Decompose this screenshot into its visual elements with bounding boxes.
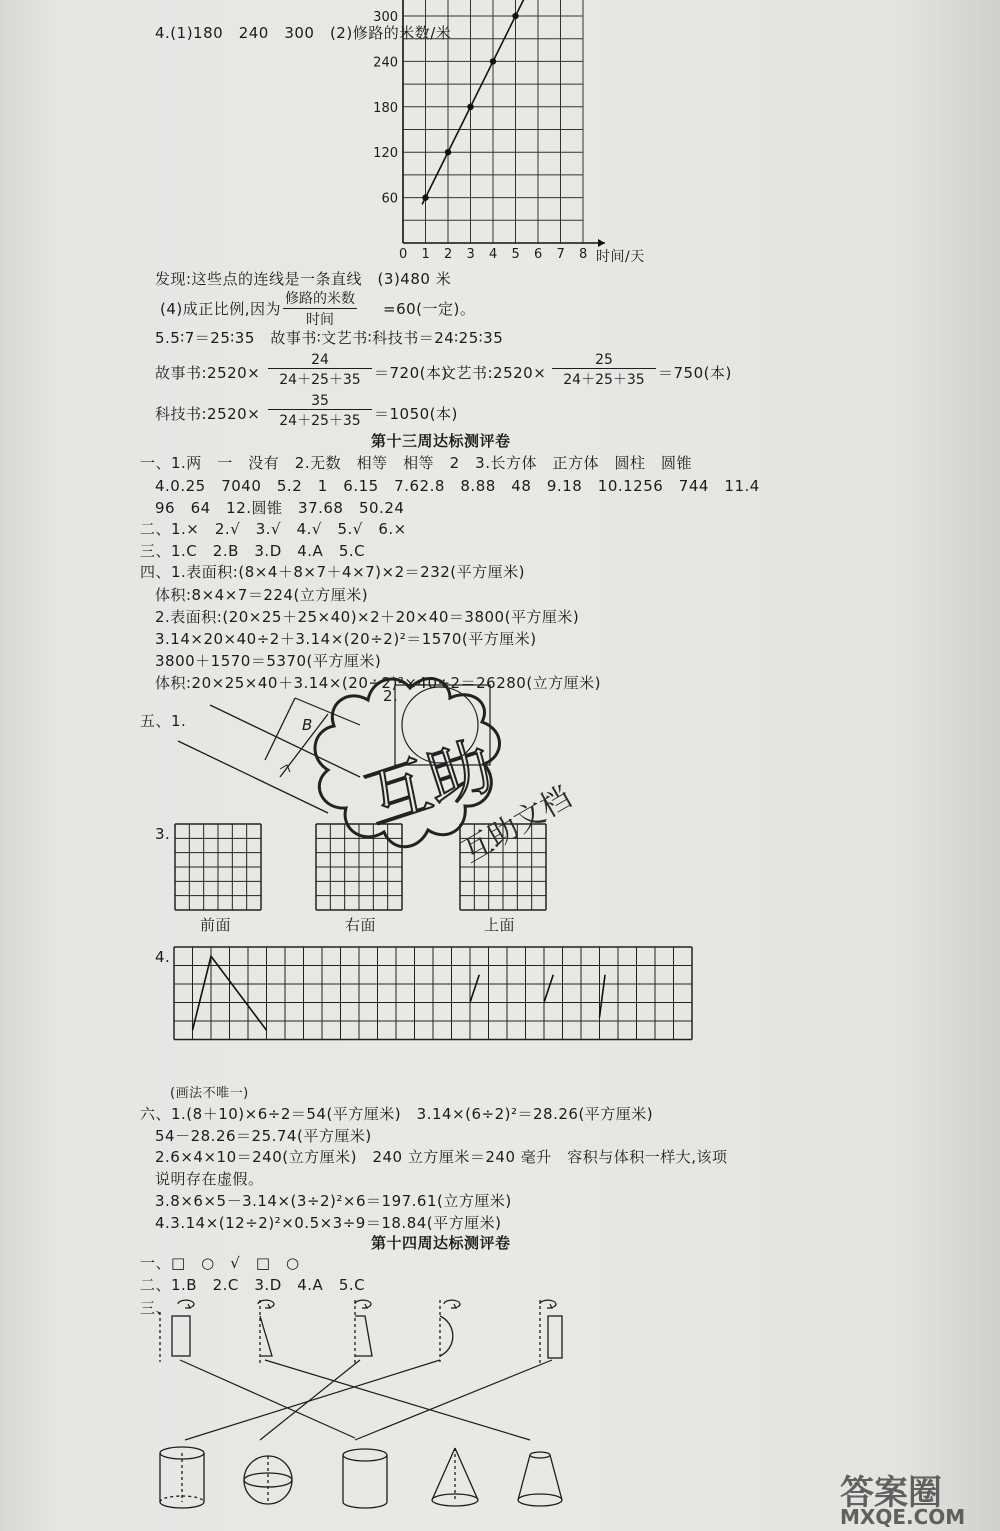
fraction-denominator: 24＋25＋35 <box>279 372 361 388</box>
drawing-grid <box>170 945 710 1045</box>
fraction-numerator: 修路的米数 <box>283 288 357 309</box>
q5-story-post: ＝720(本) <box>374 364 448 382</box>
w13-s4-line4: 3.14×20×40÷2＋3.14×(20÷2)²＝1570(平方厘米) <box>155 630 537 648</box>
w13-s1-line2: 4.0.25 7040 5.2 1 6.15 7.62.8 8.88 48 9.18 10.1256 744 11.4 <box>155 477 760 495</box>
week13-title: 第十三周达标测评卷 <box>371 432 511 450</box>
w13-s6-line2: 54－28.26＝25.74(平方厘米) <box>155 1127 372 1145</box>
q5-lit-post: ＝750(本) <box>658 364 732 382</box>
x-tick-label: 1 <box>421 247 430 262</box>
x-tick-label: 5 <box>511 247 520 262</box>
w13-s4-line6: 体积:20×25×40＋3.14×(20÷2)²×40÷2＝26280(立方厘米) <box>155 674 602 692</box>
w13-note: (画法不唯一) <box>170 1086 249 1101</box>
w13-s6-line1: 六、1.(8＋10)×6÷2＝54(平方厘米) 3.14×(6÷2)²＝28.26(平方厘米) <box>140 1105 654 1123</box>
w14-s3-label: 三、 <box>140 1299 172 1317</box>
y-tick-label: 60 <box>381 191 398 207</box>
x-tick-label: 7 <box>556 247 565 262</box>
chart-ticks <box>373 0 587 262</box>
w13-s6-line6: 4.3.14×(12÷2)²×0.5×3÷9＝18.84(平方厘米) <box>155 1214 502 1232</box>
fraction-denominator: 24＋25＋35 <box>563 372 645 388</box>
w13-s6-line4: 说明存在虚假。 <box>155 1170 264 1188</box>
q4-prop-pre: (4)成正比例,因为 <box>160 300 282 318</box>
q5-lit-pre: 文艺书:2520× <box>441 364 547 382</box>
y-tick-label: 120 <box>373 146 398 162</box>
matching-lines <box>180 1360 552 1440</box>
q4-prop-post: =60(一定)。 <box>383 300 476 318</box>
view-front-label: 前面 <box>200 916 232 934</box>
doc-watermark: 互助文档 <box>456 779 578 871</box>
w13-s2: 二、1.× 2.√ 3.√ 4.√ 5.√ 6.× <box>140 520 407 538</box>
q5-lit-fraction <box>552 352 656 389</box>
chart-axes <box>399 0 605 247</box>
q4-found: 发现:这些点的连线是一条直线 (3)480 米 <box>155 270 452 288</box>
segment-label-b: B <box>302 716 313 734</box>
chart-series <box>422 0 524 204</box>
road-chart <box>0 0 1000 260</box>
fraction-numerator: 35 <box>268 393 372 410</box>
y-tick-label: 180 <box>373 100 398 116</box>
x-tick-label: 2 <box>444 247 453 262</box>
front-view-grid <box>175 824 261 910</box>
data-point <box>445 149 451 155</box>
week14-title: 第十四周达标测评卷 <box>371 1234 511 1252</box>
w13-s1-line1: 一、1.两 一 没有 2.无数 相等 相等 2 3.长方体 正方体 圆柱 圆锥 <box>140 454 692 472</box>
w14-s2: 二、1.B 2.C 3.D 4.A 5.C <box>140 1276 366 1294</box>
stamp-text: 互助 <box>356 728 502 839</box>
w13-s4-line1: 四、1.表面积:(8×4＋8×7＋4×7)×2＝232(平方厘米) <box>140 563 525 581</box>
rotation-arrow-icons <box>178 1300 556 1308</box>
data-point <box>467 104 473 110</box>
w13-s3: 三、1.C 2.B 3.D 4.A 5.C <box>140 542 366 560</box>
drawn-segment <box>470 975 479 1003</box>
q5-story-fraction <box>268 352 372 389</box>
w13-s5-q4-label: 4. <box>155 948 171 966</box>
x-axis-label: 时间/天 <box>596 249 645 265</box>
fraction-numerator: 25 <box>552 352 656 369</box>
drawn-segment <box>600 975 606 1018</box>
q4-line1: 4.(1)180 240 300 (2)修路的米数/米 <box>155 24 452 42</box>
w14-s1: 一、□ ○ √ □ ○ <box>140 1254 300 1272</box>
fraction-numerator: 24 <box>268 352 372 369</box>
data-point <box>422 194 428 200</box>
w13-s1-line3: 96 64 12.圆锥 37.68 50.24 <box>155 499 405 517</box>
q4-prop-fraction <box>283 288 357 329</box>
fraction-denominator: 时间 <box>306 312 334 328</box>
view-right-label: 右面 <box>345 916 377 934</box>
w13-s5-q3-label: 3. <box>155 825 171 843</box>
x-tick-label: 3 <box>466 247 475 262</box>
x-tick-label: 6 <box>534 247 543 262</box>
rotation-matching-figure <box>140 1290 740 1525</box>
chart-grid <box>403 0 583 243</box>
q5-sci-post: ＝1050(本) <box>374 405 458 423</box>
view-top-label: 上面 <box>484 916 516 934</box>
q5-story-pre: 故事书:2520× <box>155 364 261 382</box>
drawn-segment <box>544 975 553 1003</box>
data-point <box>490 58 496 64</box>
x-tick-label: 4 <box>489 247 498 262</box>
corner-logo-url: MXQE.COM <box>840 1505 966 1529</box>
q5-line1: 5.5∶7＝25∶35 故事书∶文艺书∶科技书＝24∶25∶35 <box>155 329 504 347</box>
data-point <box>512 13 518 19</box>
w13-s4-line3: 2.表面积:(20×25＋25×40)×2＋20×40＝3800(平方厘米) <box>155 608 580 626</box>
q5-sci-fraction <box>268 393 372 430</box>
w13-s4-line2: 体积:8×4×7＝224(立方厘米) <box>155 586 369 604</box>
x-tick-label: 8 <box>579 247 588 262</box>
y-tick-label: 300 <box>373 10 398 25</box>
w13-s6-line5: 3.8×6×5－3.14×(3÷2)²×6＝197.61(立方厘米) <box>155 1192 512 1210</box>
w13-s5-label: 五、1. <box>140 712 187 730</box>
y-tick-label: 240 <box>373 55 398 71</box>
w13-s4-line5: 3800＋1570＝5370(平方厘米) <box>155 652 382 670</box>
series-line <box>422 0 524 204</box>
corner-logo-text: 答案圈 <box>840 1473 942 1513</box>
solid-shapes <box>160 1447 562 1508</box>
q5-sci-pre: 科技书:2520× <box>155 405 261 423</box>
x-tick-label: 0 <box>399 247 408 262</box>
fraction-denominator: 24＋25＋35 <box>279 413 361 429</box>
w13-s6-line3: 2.6×4×10＝240(立方厘米) 240 立方厘米＝240 毫升 容积与体积一样大,该项 <box>155 1148 728 1166</box>
w13-s5-q2-label: 2. <box>383 687 399 705</box>
